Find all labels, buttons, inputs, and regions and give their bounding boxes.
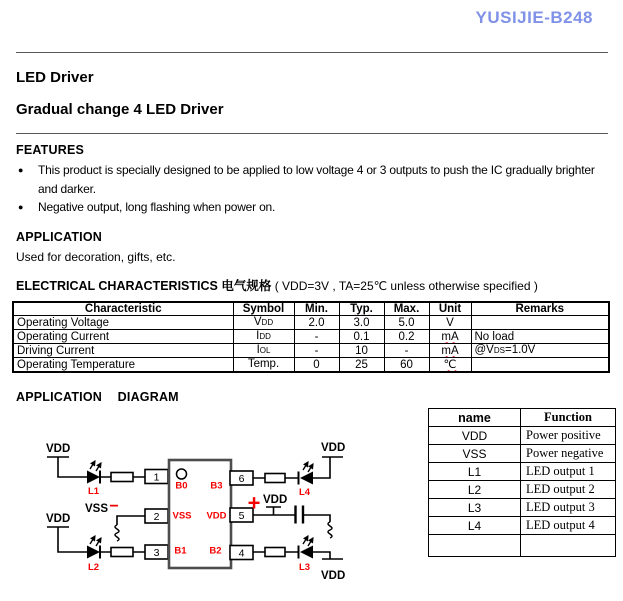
product-title: Gradual change 4 LED Driver [16,101,224,118]
table-row [13,358,609,373]
feature-item [18,161,610,198]
led-l3-branch [230,536,345,582]
cell-unit: ℃ [429,358,471,373]
pin-number: 2 [153,511,160,523]
cell-min: - [294,330,339,344]
emission-arrow-icon [96,463,101,471]
col-characteristic: Characteristic [13,302,233,316]
cell-remarks [471,358,609,373]
application-diagram-schematic [30,435,360,590]
divider [16,52,608,53]
squiggle-connector-icon [328,522,332,538]
pin-number: 1 [153,471,160,484]
cell-max: 0.2 [384,330,429,344]
cell-characteristic: Operating Current [13,330,233,344]
pin-table-row [429,517,616,535]
plus-polarity-icon: + [247,490,261,516]
pin-table-row [429,481,616,499]
col-symbol: Symbol [233,302,294,316]
col-typ: Typ. [339,302,384,316]
cell-characteristic: Operating Temperature [13,358,233,373]
cell-unit: mA [429,330,471,344]
vdd-net-label: VDD [46,443,71,455]
led-l1-branch [87,461,168,497]
col-remarks: Remarks [471,302,609,316]
vdd-net-label: VDD [321,442,346,454]
ic-pad-label: B2 [209,545,222,557]
resistor-symbol [265,474,285,483]
cell-pin-function: Power negative [521,445,616,463]
emission-arrow-icon [303,536,308,544]
vdd-rail-top-left [46,443,87,477]
resistor-symbol [111,473,133,482]
emission-arrow-icon [90,536,95,544]
cell-pin-name: L4 [429,517,521,535]
cell-characteristic: Driving Current [13,344,233,358]
col-function: Function [521,409,616,427]
pin-table-row [429,463,616,481]
divider [16,133,608,134]
pin-table-header-row [429,409,616,427]
features-heading: FEATURES [16,143,85,157]
pin-number: 5 [238,510,245,522]
electrical-heading [16,276,538,294]
led-symbol [87,546,100,559]
led-label: L3 [299,562,311,573]
wire [266,507,281,515]
col-min: Min. [294,302,339,316]
cell-pin-function: LED output 4 [521,517,616,535]
emission-arrow-icon [308,538,313,546]
emission-arrow-icon [96,538,101,546]
capacitor-branch [230,491,332,539]
table-header-row [13,302,609,316]
cell-symbol: IOL [233,344,294,358]
emission-arrow-icon [90,461,95,469]
cell-remarks [471,316,609,330]
col-unit: Unit [429,302,471,316]
wire [117,516,145,525]
ic-pad-label: VSS [172,510,192,522]
resistor-symbol [265,548,285,557]
application-body: Used for decoration, gifts, etc. [16,250,176,264]
bullet-icon: ● [18,202,24,212]
cell-symbol: IDD [233,330,294,344]
wire [47,457,87,477]
led-symbol [300,472,313,485]
led-symbol [300,546,313,559]
pin-table-row [429,445,616,463]
pin-table-row [429,499,616,517]
brand-title: YUSIJIE-B248 [475,8,593,27]
col-max: Max. [384,302,429,316]
cell-typ: 25 [339,358,384,373]
electrical-condition: ( VDD=3V , TA=25℃ unless otherwise specified ) [274,279,538,293]
emission-arrow-icon [303,462,308,470]
electrical-table [12,301,610,373]
cell-unit: mA [429,344,471,358]
cell-pin-function: LED output 1 [521,463,616,481]
bullet-icon: ● [18,165,24,175]
ic-pad-label: B0 [175,480,188,492]
feature-item [18,198,610,217]
minus-polarity-icon: − [109,498,119,515]
pin-table-row [429,535,616,557]
pin-number: 6 [238,473,245,485]
cell-pin-function [521,535,616,557]
cell-pin-name: L1 [429,463,521,481]
resistor-symbol [111,548,133,557]
cell-min: - [294,344,339,358]
col-name: name [429,409,521,427]
cell-pin-name: L2 [429,481,521,499]
cell-remarks: @VDS=1.0V [471,344,609,358]
cell-characteristic: Operating Voltage [13,316,233,330]
vdd-net-label: VDD [46,513,71,525]
pin-number: 3 [153,547,160,559]
led-symbol [87,471,100,484]
ic-pad-label: B3 [210,480,223,492]
cell-max: 60 [384,358,429,373]
wire [313,552,343,559]
feature-text: Negative output, long flashing when power on. [38,200,276,214]
product-category: LED Driver [16,69,94,86]
cell-pin-function: LED output 2 [521,481,616,499]
diagram-heading: APPLICATION DIAGRAM [16,390,179,404]
cell-pin-name: VSS [429,445,521,463]
table-row [13,316,609,330]
cell-pin-function: LED output 3 [521,499,616,517]
cell-pin-function: Power positive [521,427,616,445]
led-label: L1 [88,486,100,497]
features-list [18,161,610,217]
cell-symbol: Temp. [233,358,294,373]
cell-pin-name [429,535,521,557]
cell-remarks: No load [471,330,609,344]
cell-pin-name: VDD [429,427,521,445]
cell-max: - [384,344,429,358]
cell-typ: 10 [339,344,384,358]
vss-net-label: VSS [85,503,109,515]
pin-number: 4 [238,547,245,560]
capacitor-symbol [296,506,304,524]
table-row [13,344,609,358]
ic-pad-label: VDD [206,510,227,522]
emission-arrow-icon [308,464,313,472]
feature-text: This product is specially designed to be applied to low voltage 4 or 3 outputs to push the IC gradually brighter and darker. [38,163,595,196]
cell-typ: 3.0 [339,316,384,330]
cell-pin-name: L3 [429,499,521,517]
wire [304,515,330,522]
electrical-heading-bold: ELECTRICAL CHARACTERISTICS 电气规格 [16,279,272,293]
led-label: L2 [88,562,100,573]
vdd-net-label: VDD [321,570,346,582]
pin-function-table [428,408,616,557]
vss-branch [85,498,168,541]
table-row [13,330,609,344]
cell-max: 5.0 [384,316,429,330]
pin-table-row [429,427,616,445]
ic-pad-label: B1 [174,545,187,557]
led-label: L4 [299,487,311,498]
vdd-net-label: VDD [263,494,288,506]
wire [313,457,343,478]
application-heading: APPLICATION [16,230,102,244]
cell-min: 0 [294,358,339,373]
cell-symbol: VDD [233,316,294,330]
ic-body [169,460,231,568]
wire [47,527,87,552]
cell-unit: V [429,316,471,330]
cell-min: 2.0 [294,316,339,330]
cell-typ: 0.1 [339,330,384,344]
squiggle-connector-icon [115,525,119,541]
